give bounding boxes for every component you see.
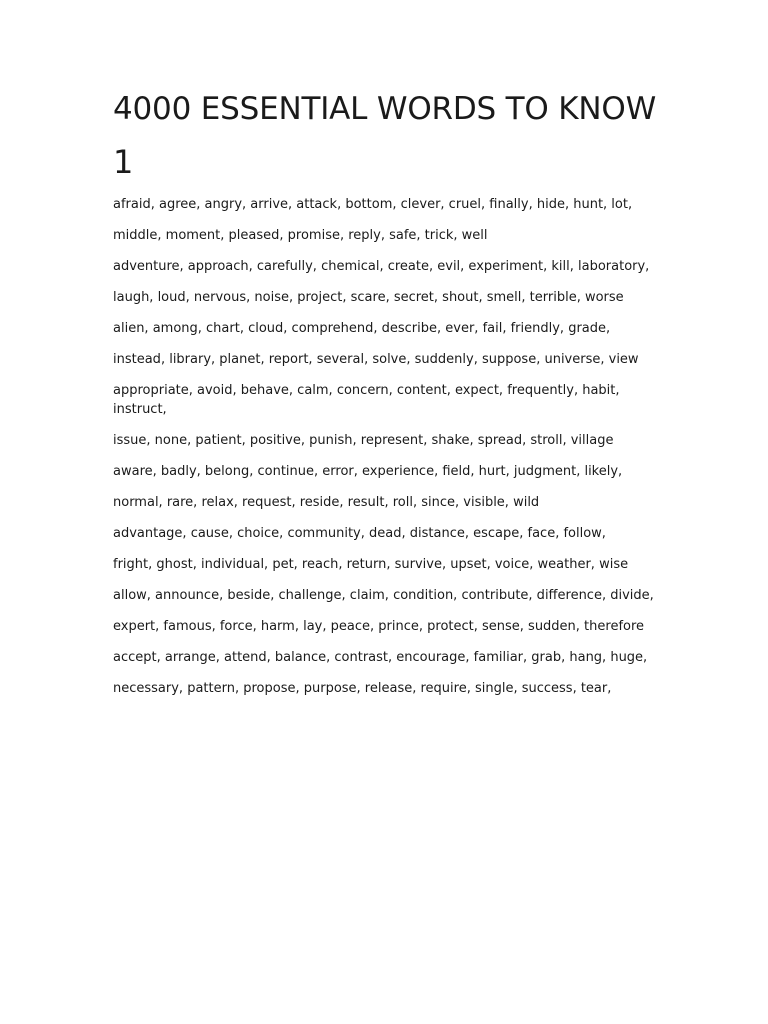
word-line: advantage, cause, choice, community, dead, distance, escape, face, follow, — [113, 526, 606, 541]
unit-number: 1 — [113, 143, 134, 181]
word-line: expert, famous, force, harm, lay, peace, prince, protect, sense, sudden, therefore — [113, 619, 645, 634]
word-line: adventure, approach, carefully, chemical, create, evil, experiment, kill, laboratory, — [113, 259, 650, 274]
word-line: middle, moment, pleased, promise, reply, safe, trick, well — [113, 228, 488, 243]
word-line: laugh, loud, nervous, noise, project, scare, secret, shout, smell, terrible, worse — [113, 290, 624, 305]
word-line: necessary, pattern, propose, purpose, release, require, single, success, tear, — [113, 681, 612, 696]
word-line: accept, arrange, attend, balance, contrast, encourage, familiar, grab, hang, huge, — [113, 650, 648, 665]
document-title: 4000 ESSENTIAL WORDS TO KNOW — [113, 91, 657, 127]
word-line: aware, badly, belong, continue, error, experience, field, hurt, judgment, likely, — [113, 464, 623, 479]
word-line: afraid, agree, angry, arrive, attack, bottom, clever, cruel, finally, hide, hunt, lot, — [113, 197, 633, 212]
word-line: allow, announce, beside, challenge, claim, condition, contribute, difference, divide, — [113, 588, 654, 603]
word-line: appropriate, avoid, behave, calm, concern, content, expect, frequently, habit, instruct, — [113, 383, 620, 417]
document-page — [113, 88, 658, 710]
word-line: fright, ghost, individual, pet, reach, return, survive, upset, voice, weather, wise — [113, 557, 629, 572]
word-line: alien, among, chart, cloud, comprehend, describe, ever, fail, friendly, grade, — [113, 321, 611, 336]
word-line: issue, none, patient, positive, punish, represent, shake, spread, stroll, village — [113, 433, 614, 448]
word-list — [113, 195, 658, 698]
word-line: instead, library, planet, report, several, solve, suddenly, suppose, universe, view — [113, 352, 639, 367]
word-line: normal, rare, relax, request, reside, result, roll, since, visible, wild — [113, 495, 540, 510]
